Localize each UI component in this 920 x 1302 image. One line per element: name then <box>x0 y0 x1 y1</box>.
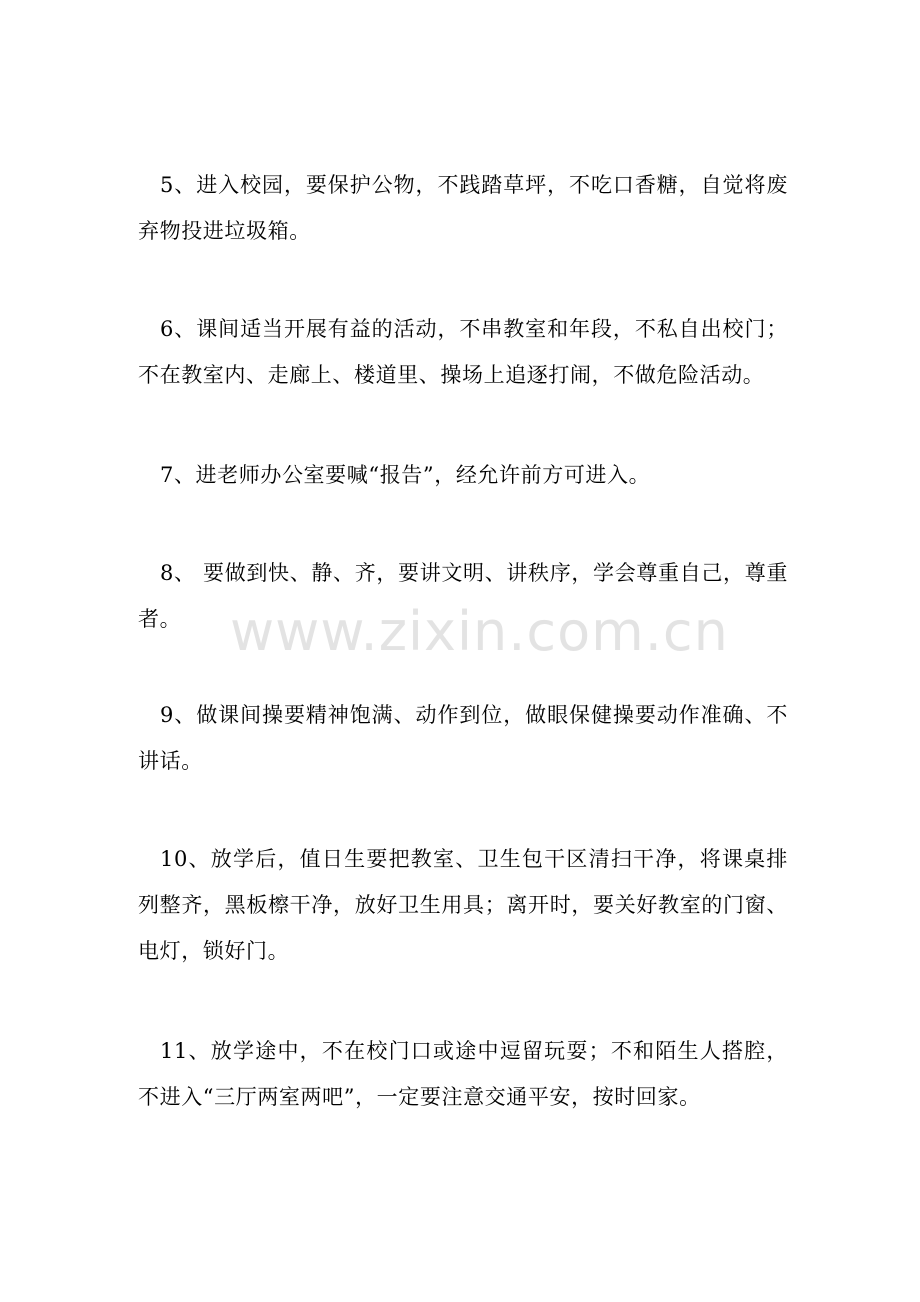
rule-paragraph-10: 10、放学后，值日生要把教室、卫生包干区清扫干净，将课桌排列整齐，黑板檫干净，放好卫生用具；离开时，要关好教室的门窗、电灯，锁好门。 <box>138 847 788 963</box>
rule-paragraph-6: 6、课间适当开展有益的活动，不串教室和年段，不私自出校门；不在教室内、走廊上、楼道里、操场上追逐打闹，不做危险活动。 <box>138 317 788 387</box>
rule-paragraph-11: 11、放学途中，不在校门口或途中逗留玩耍；不和陌生人搭腔，不进入“三厅两室两吧”，一定要注意交通平安，按时回家。 <box>138 1039 788 1109</box>
rule-paragraph-9: 9、做课间操要精神饱满、动作到位，做眼保健操要动作准确、不讲话。 <box>138 703 788 773</box>
rule-paragraph-7: 7、进老师办公室要喊“报告”，经允许前方可进入。 <box>160 463 651 487</box>
rule-paragraph-5: 5、进入校园，要保护公物，不践踏草坪，不吃口香糖，自觉将废弃物投进垃圾箱。 <box>138 173 788 243</box>
site-watermark: www.zixin.com.cn <box>230 600 729 663</box>
rule-paragraph-8: 8、 要做到快、静、齐，要讲文明、讲秩序，学会尊重自己，尊重者。 <box>138 561 788 631</box>
